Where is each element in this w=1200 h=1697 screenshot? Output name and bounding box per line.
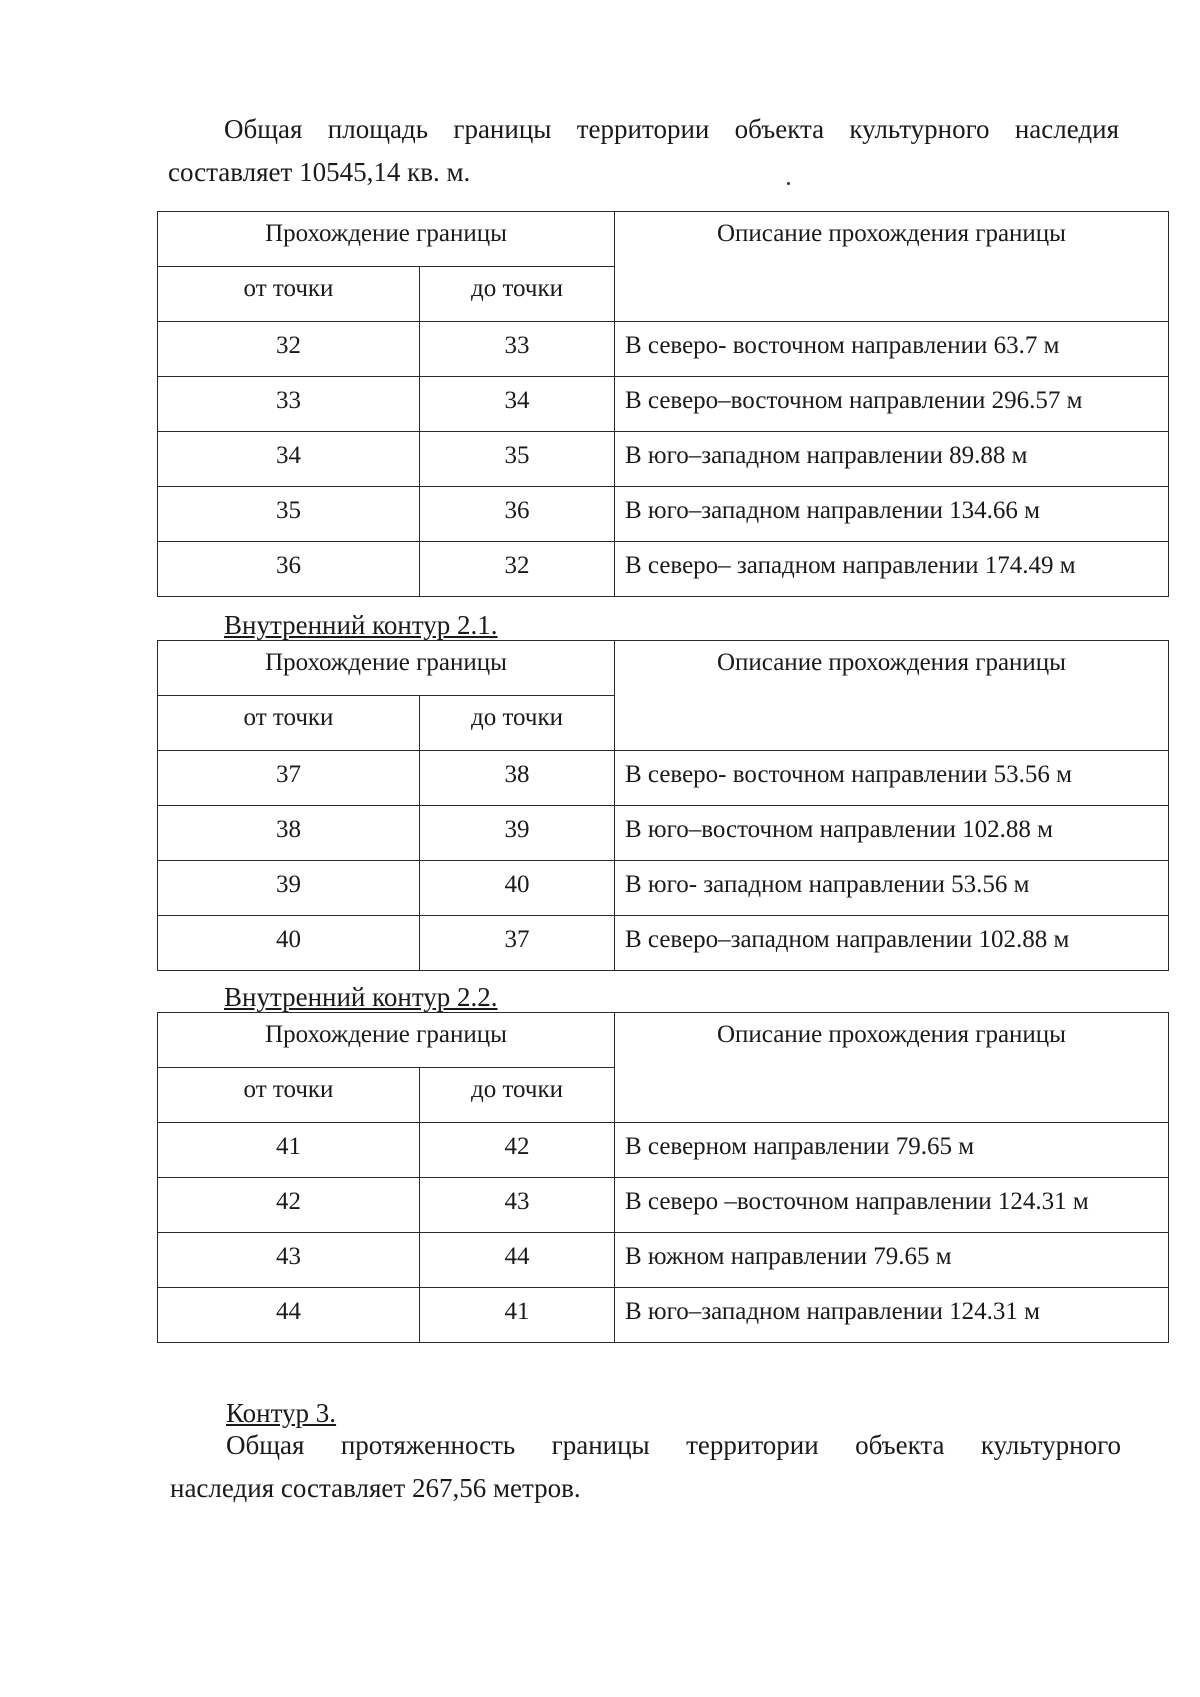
inner-contour-2-1-caption: Внутренний контур 2.1. <box>224 610 498 640</box>
from-point: 35 <box>158 487 420 542</box>
table-row <box>158 487 1169 542</box>
description-header: Описание прохождения границы <box>615 641 1169 751</box>
from-point: 40 <box>158 916 420 971</box>
to-point: 40 <box>420 861 615 916</box>
to-point: 34 <box>420 377 615 432</box>
contour-3-heading: Контур 3. <box>226 1398 337 1428</box>
from-point: 36 <box>158 542 420 597</box>
to-point: 32 <box>420 542 615 597</box>
to-point: 35 <box>420 432 615 487</box>
to-header: до точки <box>420 1068 615 1123</box>
from-point: 43 <box>158 1233 420 1288</box>
row-description: В юго–западном направлении 124.31 м <box>615 1288 1169 1343</box>
row-description: В северо– западном направлении 174.49 м <box>615 542 1169 597</box>
description-header: Описание прохождения границы <box>615 1013 1169 1123</box>
from-point: 44 <box>158 1288 420 1343</box>
from-point: 42 <box>158 1178 420 1233</box>
table-row <box>158 751 1169 806</box>
to-header: до точки <box>420 696 615 751</box>
intro-line-1: Общая площадь границы территории объекта культурного наследия <box>224 114 1119 144</box>
table-row <box>158 322 1169 377</box>
intro-paragraph <box>168 108 1119 194</box>
intro-line-2: составляет 10545,14 кв. м. <box>168 157 471 187</box>
from-point: 33 <box>158 377 420 432</box>
table-row <box>158 1178 1169 1233</box>
to-point: 43 <box>420 1178 615 1233</box>
table-row <box>158 432 1169 487</box>
row-description: В северо–западном направлении 102.88 м <box>615 916 1169 971</box>
to-point: 37 <box>420 916 615 971</box>
description-header: Описание прохождения границы <box>615 212 1169 322</box>
contour-3-line-1: Общая протяженность границы территории объекта культурного <box>226 1430 1121 1460</box>
to-point: 44 <box>420 1233 615 1288</box>
from-header: от точки <box>158 267 420 322</box>
row-description: В юго- западном направлении 53.56 м <box>615 861 1169 916</box>
boundary-table-1 <box>157 211 1169 597</box>
inner-contour-2-2-caption: Внутренний контур 2.2. <box>224 982 498 1012</box>
row-description: В северо- восточном направлении 63.7 м <box>615 322 1169 377</box>
from-point: 37 <box>158 751 420 806</box>
boundary-table-3 <box>157 1012 1169 1343</box>
table-row <box>158 916 1169 971</box>
from-point: 41 <box>158 1123 420 1178</box>
to-point: 38 <box>420 751 615 806</box>
row-description: В северо–восточном направлении 296.57 м <box>615 377 1169 432</box>
from-point: 38 <box>158 806 420 861</box>
table-row <box>158 806 1169 861</box>
row-description: В северном направлении 79.65 м <box>615 1123 1169 1178</box>
to-point: 36 <box>420 487 615 542</box>
contour-3-line-2: наследия составляет 267,56 метров. <box>170 1473 581 1503</box>
passage-header: Прохождение границы <box>158 1013 615 1068</box>
row-description: В северо- восточном направлении 53.56 м <box>615 751 1169 806</box>
table-row <box>158 1288 1169 1343</box>
to-point: 41 <box>420 1288 615 1343</box>
from-point: 32 <box>158 322 420 377</box>
stray-mark <box>787 182 790 185</box>
to-point: 39 <box>420 806 615 861</box>
from-point: 34 <box>158 432 420 487</box>
row-description: В южном направлении 79.65 м <box>615 1233 1169 1288</box>
row-description: В юго–восточном направлении 102.88 м <box>615 806 1169 861</box>
from-header: от точки <box>158 696 420 751</box>
contour-3-paragraph <box>170 1424 1121 1510</box>
table-row <box>158 377 1169 432</box>
to-point: 42 <box>420 1123 615 1178</box>
row-description: В юго–западном направлении 134.66 м <box>615 487 1169 542</box>
passage-header: Прохождение границы <box>158 212 615 267</box>
row-description: В северо –восточном направлении 124.31 м <box>615 1178 1169 1233</box>
to-point: 33 <box>420 322 615 377</box>
table-row <box>158 861 1169 916</box>
row-description: В юго–западном направлении 89.88 м <box>615 432 1169 487</box>
table-row <box>158 542 1169 597</box>
table-row <box>158 1123 1169 1178</box>
to-header: до точки <box>420 267 615 322</box>
boundary-table-2 <box>157 640 1169 971</box>
passage-header: Прохождение границы <box>158 641 615 696</box>
table-row <box>158 1233 1169 1288</box>
from-point: 39 <box>158 861 420 916</box>
from-header: от точки <box>158 1068 420 1123</box>
